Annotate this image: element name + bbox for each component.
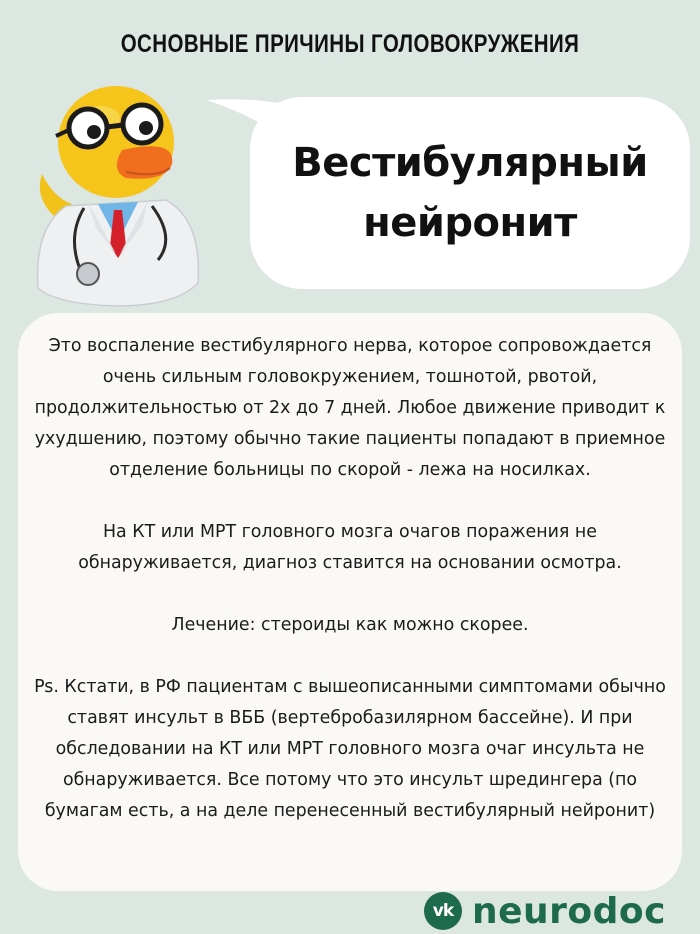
condition-title-line-2: нейронит (363, 200, 577, 246)
paragraph-diagnosis: На КТ или МРТ головного мозга очагов поражения не обнаруживается, диагноз ставится на основании осмотра. (78, 522, 622, 573)
page-title: ОСНОВНЫЕ ПРИЧИНЫ ГОЛОВОКРУЖЕНИЯ (120, 30, 580, 58)
brand-logo (424, 888, 666, 934)
condition-title-line-1: Вестибулярный (292, 140, 648, 186)
paragraph-treatment: Лечение: стероиды как можно скорее. (171, 615, 529, 635)
paragraph-postscript: Ps. Кстати, в РФ пациентам с вышеописанными симптомами обычно ставят инсульт в ВББ (вертебробазилярном бассейне). И при обследовании на КТ или МРТ головного мозга очаг инсульта не обнаруживается. Все потому что это инсульт шредингера (по бумагам есть, а на деле перенесенный вестибулярный нейронит) (34, 677, 666, 821)
duck-doctor-illustration (26, 78, 208, 308)
description-card (18, 313, 682, 891)
paragraph-definition: Это воспаление вестибулярного нерва, которое сопровождается очень сильным головокружением, тошнотой, рвотой, продолжительностью от 2х до 7 дней. Любое движение приводит к ухудшению, поэтому обычно такие пациенты попадают в приемное отделение больницы по скорой - лежа на носилках. (34, 336, 666, 480)
speech-bubble (250, 97, 690, 289)
vk-icon: vk (424, 892, 462, 930)
brand-name: neurodoc (471, 890, 666, 932)
